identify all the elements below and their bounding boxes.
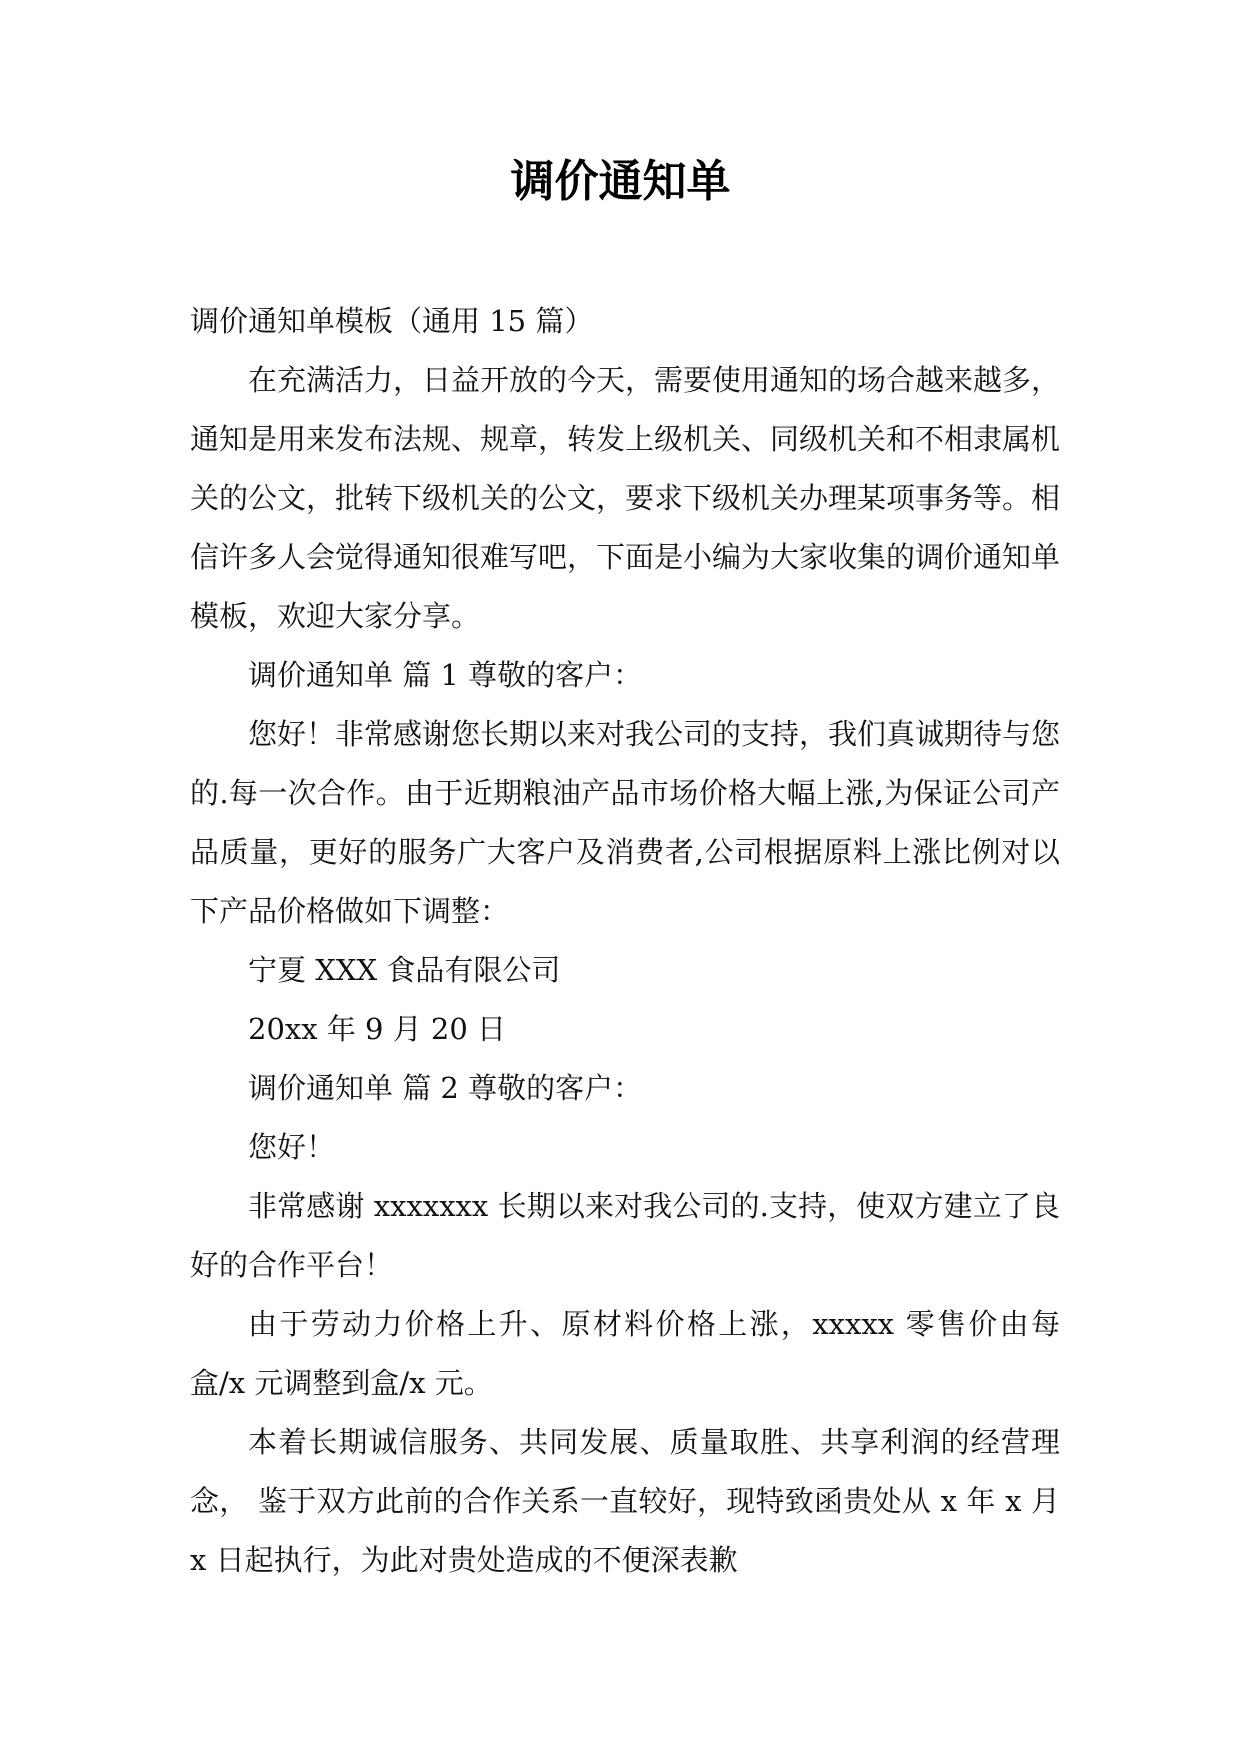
section-2-greeting: 您好！ (248, 1130, 336, 1164)
section-2-reason: 由于劳动力价格上升、原材料价格上涨，xxxxx 零售价由每盒/x 元调整到盒/x 元。 (190, 1307, 1060, 1400)
document-subtitle: 调价通知单模板（通用 15 篇） (190, 304, 594, 338)
intro-paragraph: 在充满活力，日益开放的今天，需要使用通知的场合越来越多，通知是用来发布法规、规章，转发上级机关、同级机关和不相隶属机关的公文，批转下级机关的公文，要求下级机关办理某项事务等。相信许多人会觉得通知很难写吧，下面是小编为大家收集的调价通知单模板，欢迎大家分享。 (190, 363, 1061, 633)
section-2-heading: 调价通知单 篇 2 尊敬的客户： (248, 1071, 643, 1105)
section-2-thanks: 非常感谢 xxxxxxx 长期以来对我公司的.支持，使双方建立了良好的合作平台！ (190, 1189, 1060, 1282)
section-1-company: 宁夏 XXX 食品有限公司 (248, 953, 561, 987)
section-1-date: 20xx 年 9 月 20 日 (248, 1012, 507, 1046)
document-body (190, 292, 1060, 1590)
section-1-body: 您好！非常感谢您长期以来对我公司的支持，我们真诚期待与您的.每一次合作。由于近期粮油产品市场价格大幅上涨,为保证公司产品质量，更好的服务广大客户及消费者,公司根据原料上涨比例对以下产品价格做如下调整： (190, 717, 1061, 928)
document-title: 调价通知单 (510, 156, 731, 207)
section-1-heading: 调价通知单 篇 1 尊敬的客户： (248, 658, 643, 692)
section-2-closing: 本着长期诚信服务、共同发展、质量取胜、共享利润的经营理念， 鉴于双方此前的合作关系一直较好，现特致函贵处从 x 年 x 月 x 日起执行，为此对贵处造成的不便深表歉 (190, 1425, 1060, 1577)
